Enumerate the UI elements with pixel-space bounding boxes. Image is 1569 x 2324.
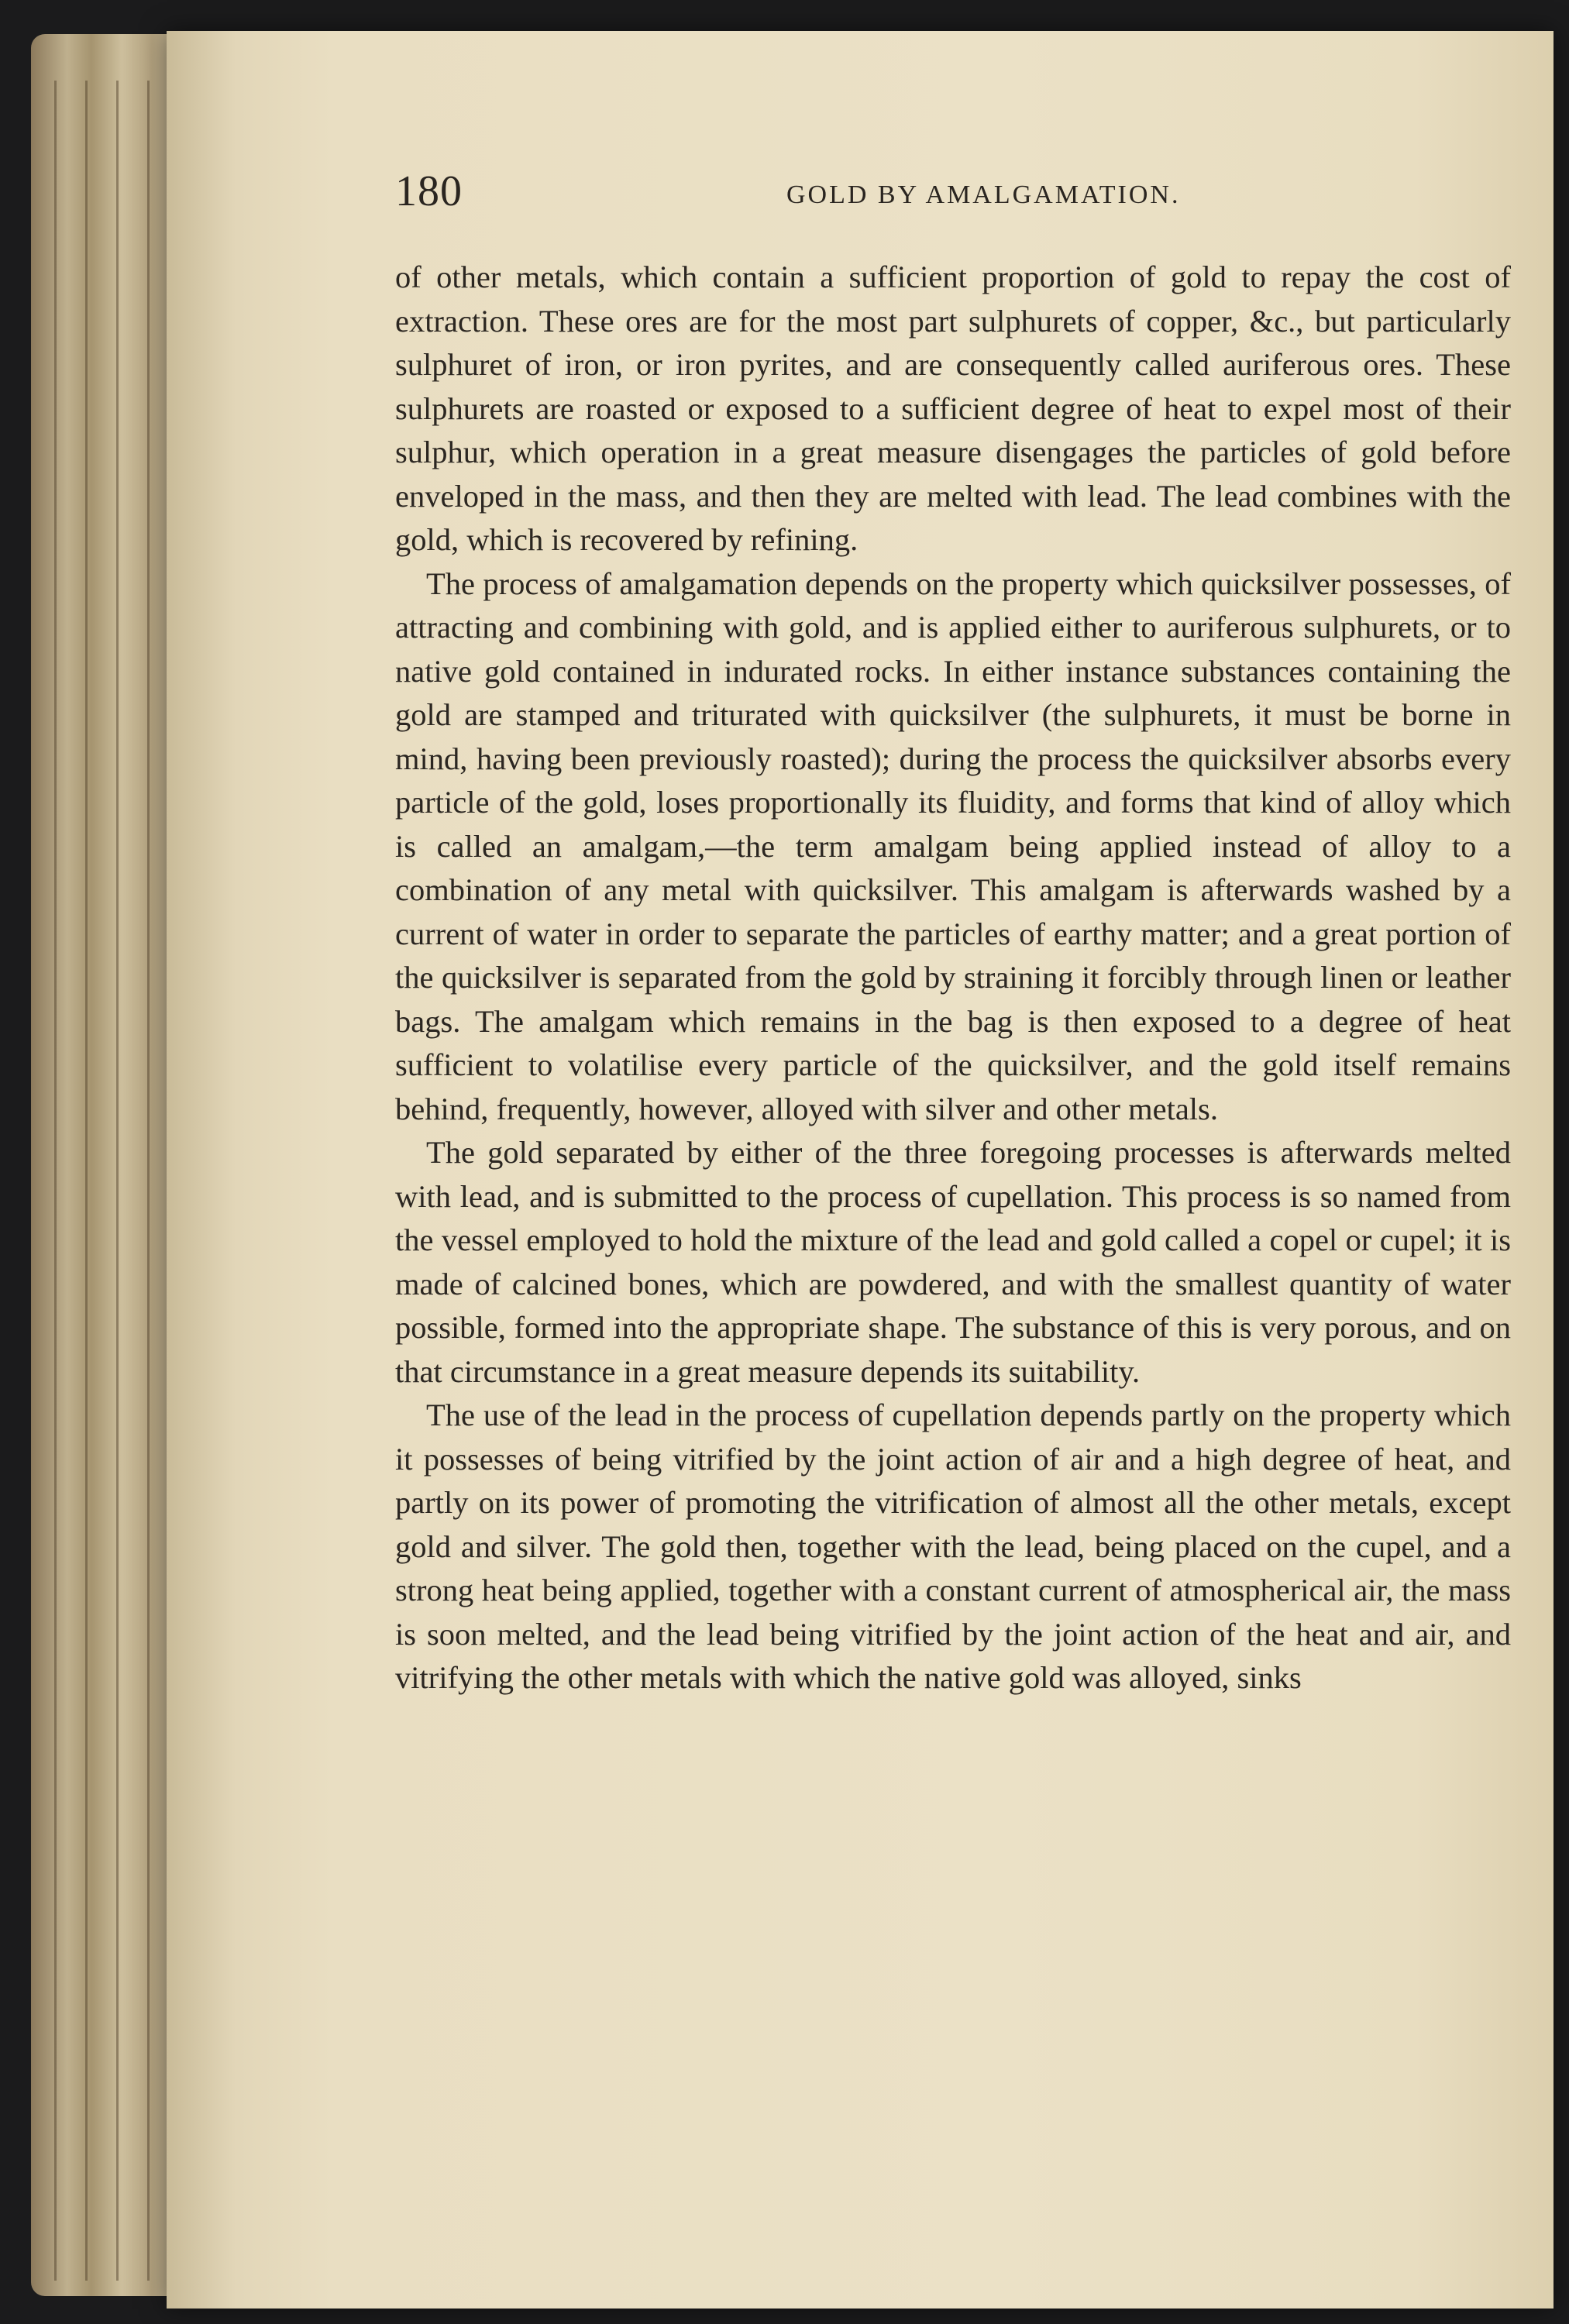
page-edge-line <box>116 81 119 2281</box>
running-head <box>217 136 1511 215</box>
page-edge-line <box>85 81 88 2281</box>
page-edge-line <box>147 81 150 2281</box>
page-edge-line <box>54 81 57 2281</box>
paragraph: The use of the lead in the process of cupellation depends partly on the property which it possesses of being vitrified by the joint action of air and a high degree of heat, and partly on its power of promoting the vitrification of almost all the other metals, except gold and silver. The gold then, together with the lead, being placed on the cupel, and a strong heat being applied, together with a constant current of atmospherical air, the mass is soon melted, and the lead being vitrified by the joint action of the heat and air, and vitrifying the other metals with which the native gold was alloyed, sinks <box>395 1397 1511 1695</box>
paragraph: of other metals, which contain a sufficient proportion of gold to repay the cost of extraction. These ores are for the most part sulphurets of copper, &c., but particularly sulphuret of iron, or iron pyrites, and are consequently called auriferous ores. These sulphurets are roasted or exposed to a sufficient degree of heat to expel most of their sulphur, which operation in a great measure disengages the particles of gold before enveloped in the mass, and then they are melted with lead. The lead combines with the gold, which is recovered by refining. <box>395 260 1511 557</box>
paragraph: The process of amalgamation depends on the property which quicksilver possesses, of attracting and combining with gold, and is applied either to auriferous sulphurets, or to native gold contained in indurated rocks. In either instance substances containing the gold are stamped and triturated with quicksilver (the sulphurets, it must be borne in mind, having been previously roasted); during the process the quicksilver absorbs every particle of the gold, loses proportionally its fluidity, and forms that kind of alloy which is called an amalgam,—the term amalgam being applied instead of alloy to a combination of any metal with quicksilver. This amalgam is afterwards washed by a current of water in order to separate the particles of earthy matter; and a great portion of the quicksilver is separated from the gold by straining it forcibly through linen or leather bags. The amalgam which remains in the bag is then exposed to a degree of heat sufficient to volatilise every particle of the quicksilver, and the gold itself remains behind, frequently, however, alloyed with silver and other metals. <box>395 566 1511 1126</box>
page-number: 180 <box>395 167 463 215</box>
running-title: GOLD BY AMALGAMATION. <box>786 180 1181 209</box>
body-text <box>395 256 1511 1700</box>
paragraph: The gold separated by either of the three foregoing processes is afterwards melted with lead, and is submitted to the process of cupellation. This process is so named from the vessel employed to hold the mixture of the lead and gold called a copel or cupel; it is made of calcined bones, which are powdered, and with the smallest quantity of water possible, formed into the appropriate shape. The substance of this is very porous, and on that circumstance in a great measure depends its suitability. <box>395 1135 1511 1389</box>
